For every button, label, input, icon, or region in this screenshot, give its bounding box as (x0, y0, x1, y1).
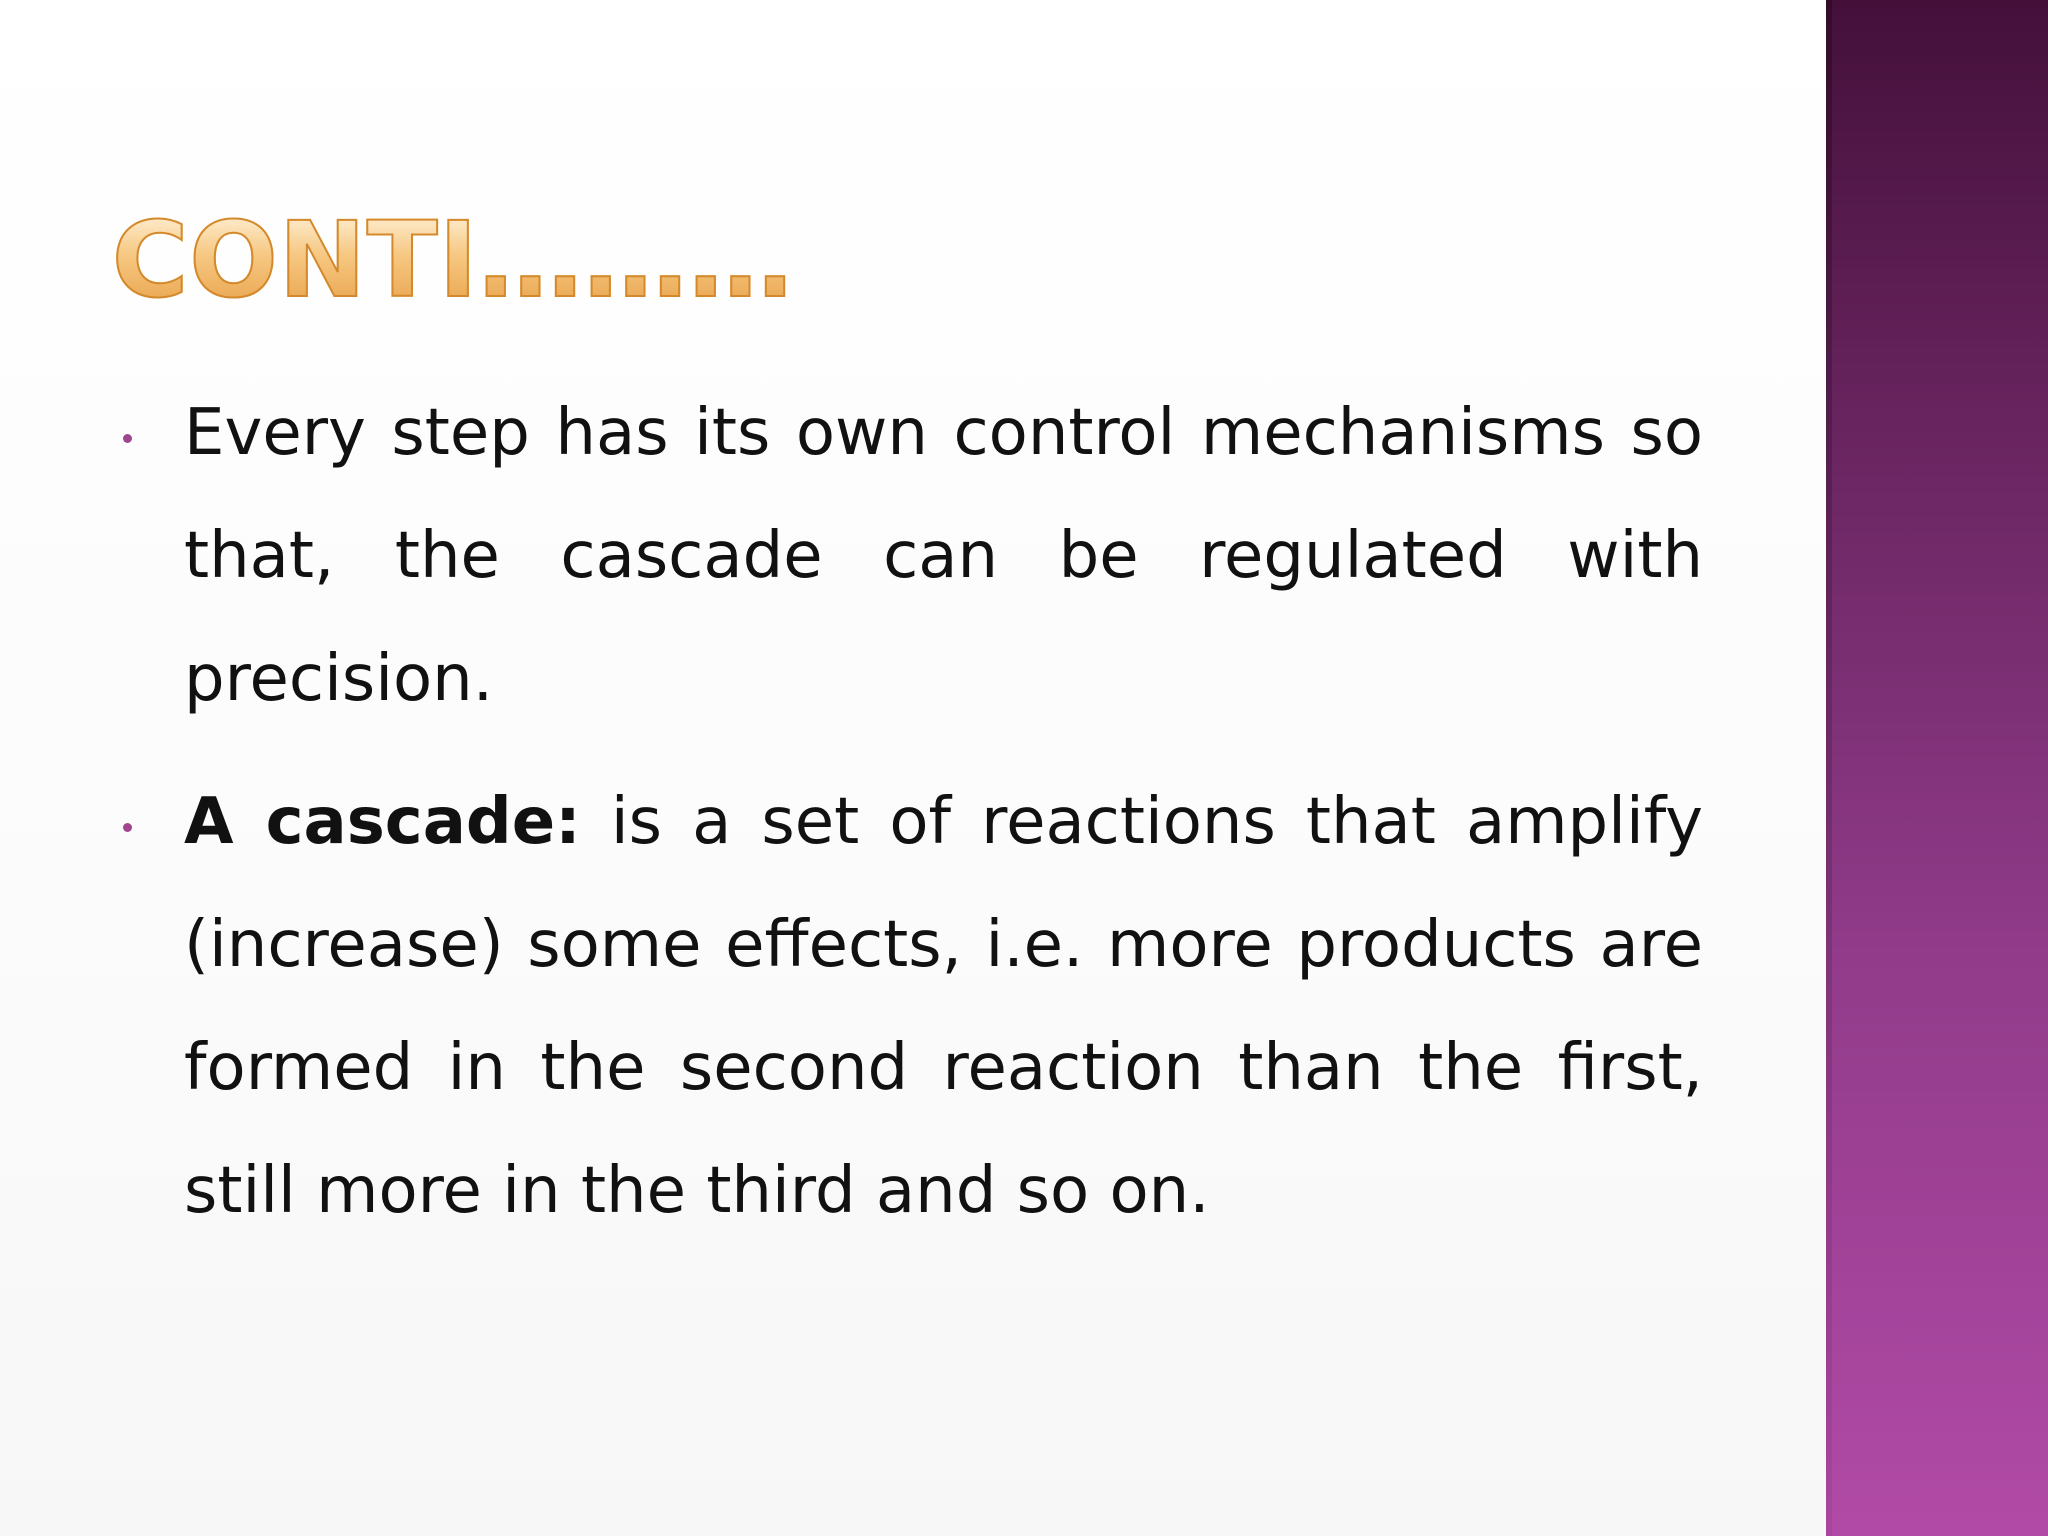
bullet-icon (123, 434, 132, 443)
side-decoration-band (1826, 0, 2048, 1536)
bullet-text: Every step has its own control mechanisms so that, the cascade can be regulated with precision. (184, 396, 1703, 716)
bullet-term: A cascade: (184, 785, 581, 859)
bullet-text: is a set of reactions that amplify (increase) some effects, i.e. more products are formed in the second reaction than the first, still more in the third and so on. (184, 785, 1704, 1228)
bullet-icon (123, 823, 132, 832)
bullet-list (118, 372, 1703, 1273)
bullet-item (118, 761, 1703, 1253)
slide-title: CONTI……… (112, 199, 794, 321)
bullet-text-container (184, 761, 1703, 1253)
bullet-item (118, 372, 1703, 741)
